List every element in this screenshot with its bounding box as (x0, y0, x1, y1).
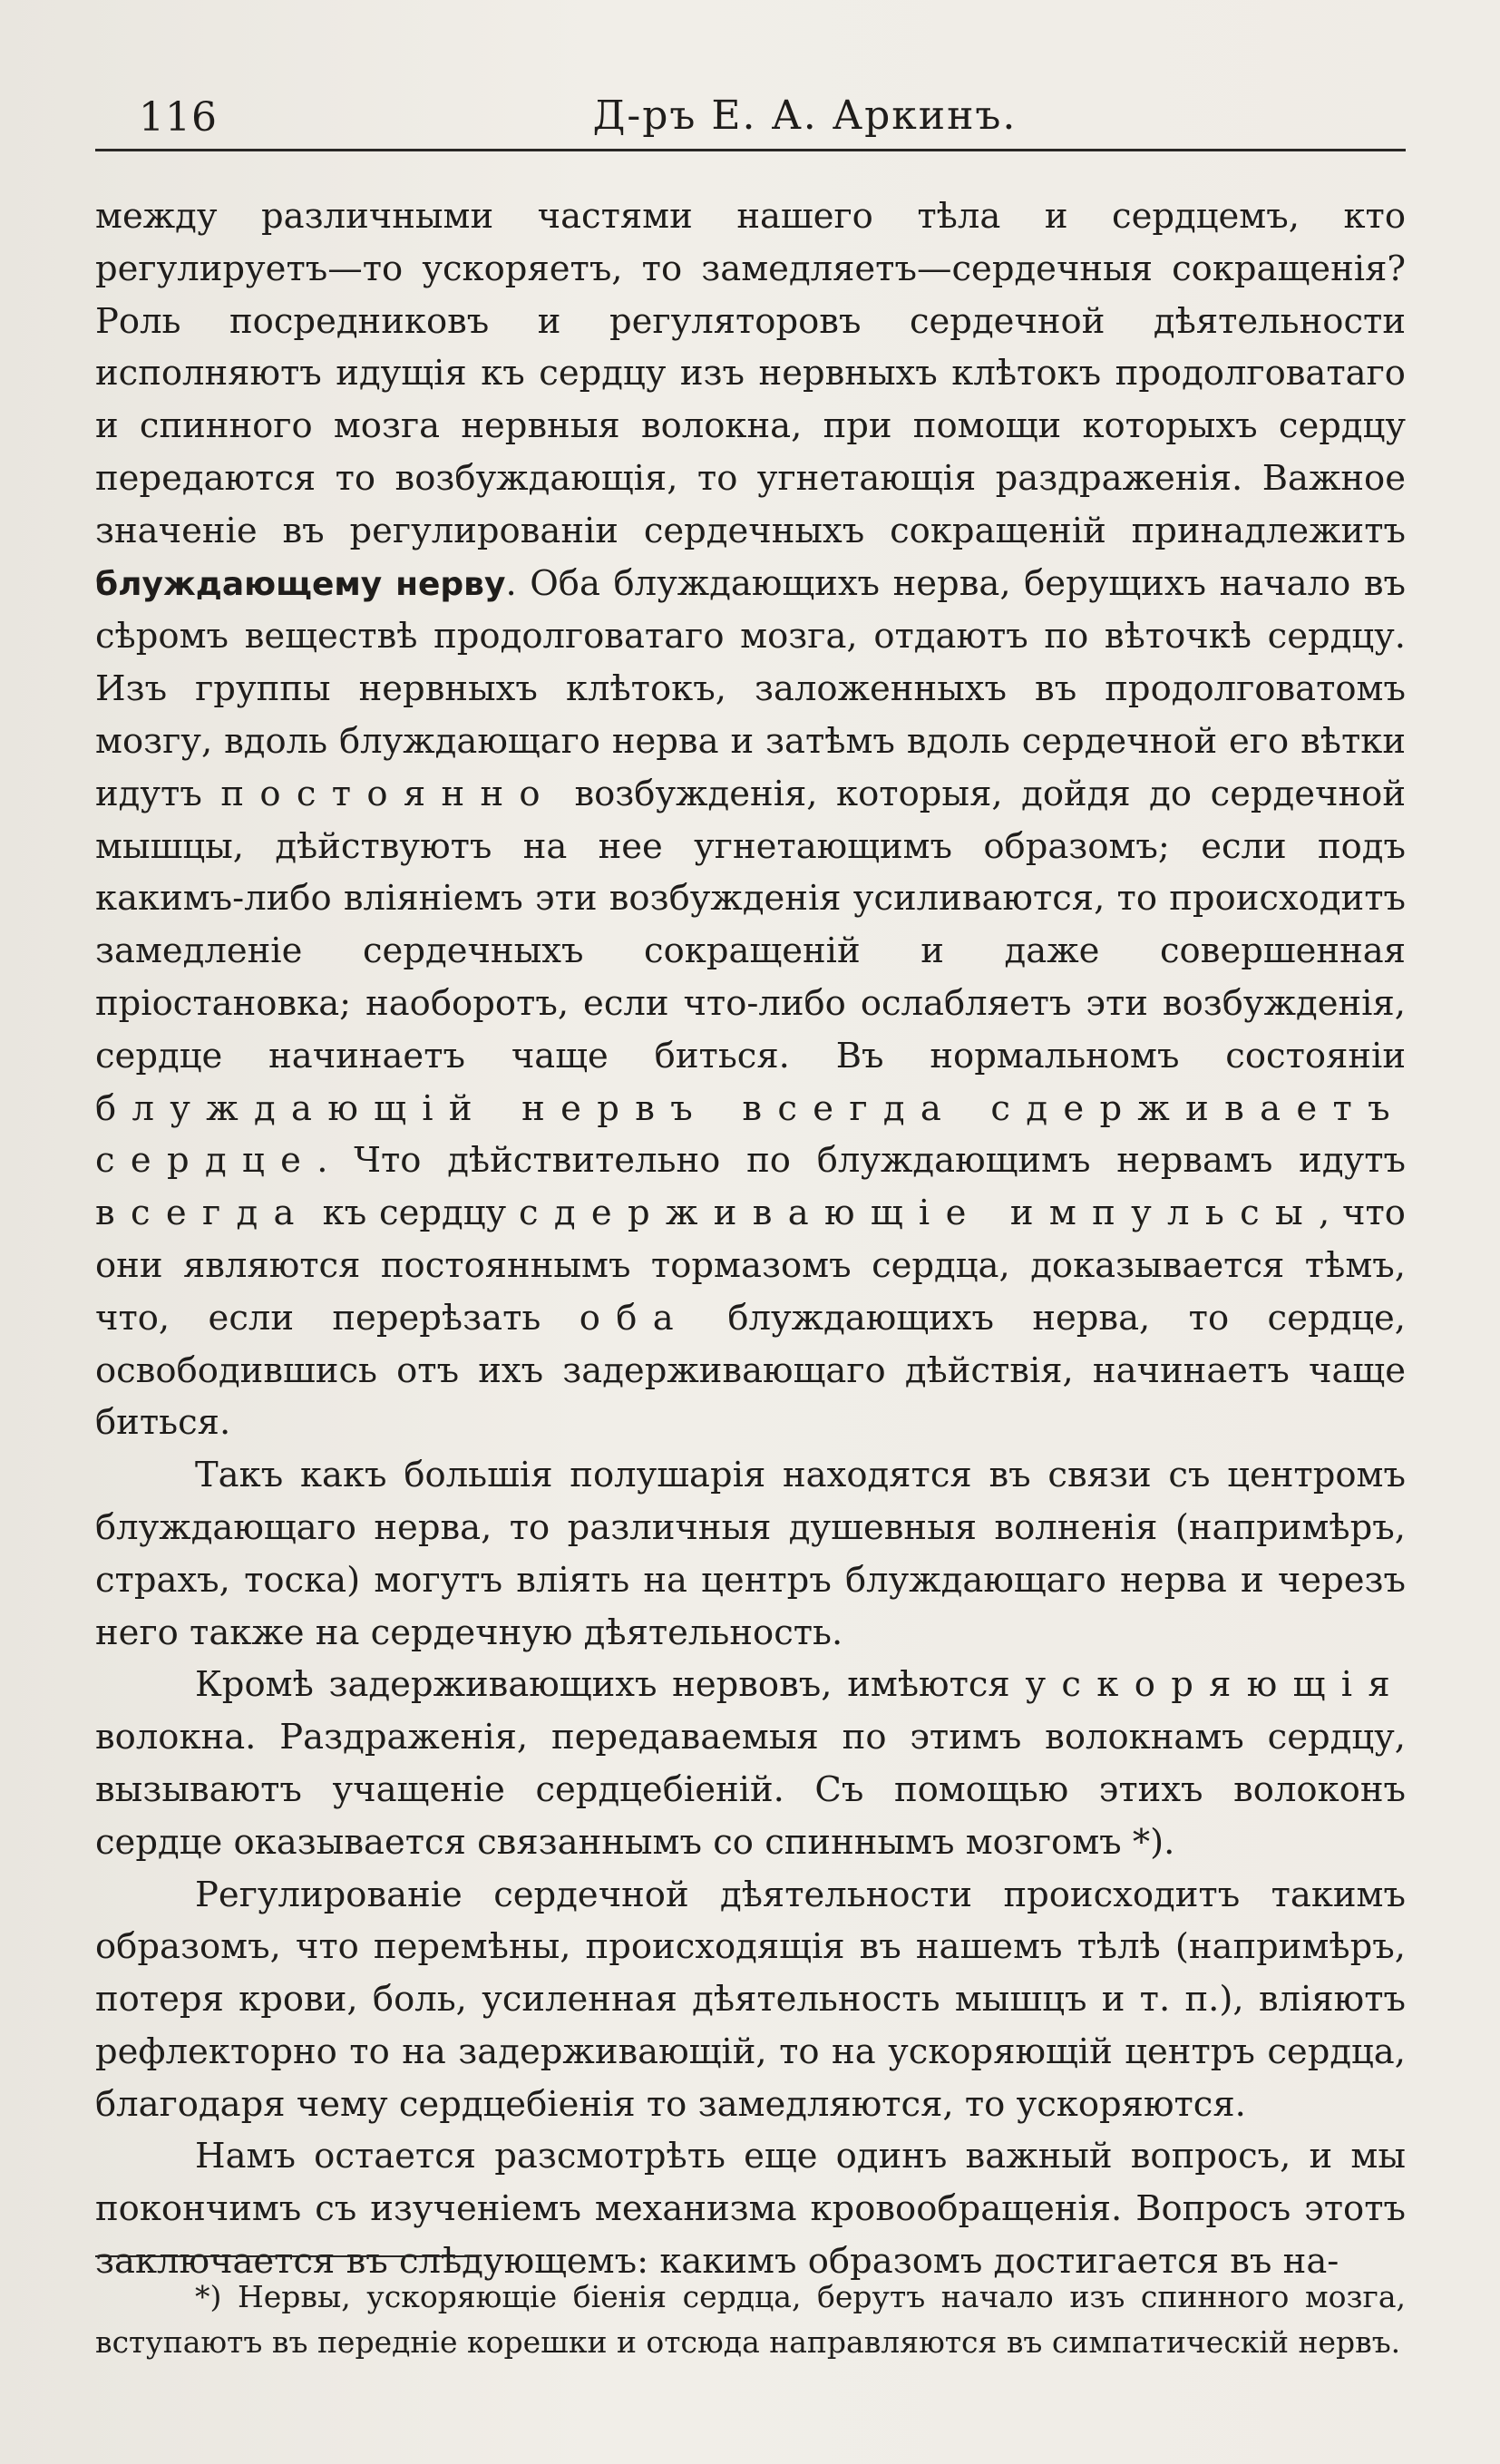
paragraph-1: между различными частями нашего тѣла и сердцемъ, кто регулируетъ—то ускоряетъ, то замедляетъ—сердечныя сокращенія? Роль посредниковъ и регуляторовъ сердечной дѣятельности исполняютъ идущія къ сердцу изъ нервныхъ клѣтокъ продолговатаго и спинного мозга нервныя волокна, при помощи которыхъ сердцу передаются то возбуждающія, то угнетающія раздраженія. Важное значеніе въ регулированіи сердечныхъ сокращеній принадлежитъ блуждающему нерву. Оба блуждающихъ нерва, берущихъ начало въ сѣромъ веществѣ продолговатаго мозга, отдаютъ по вѣточкѣ сердцу. Изъ группы нервныхъ клѣтокъ, заложенныхъ въ продолговатомъ мозгу, вдоль блуждающаго нерва и затѣмъ вдоль сердечной его вѣтки идутъ постоянно возбужденія, которыя, дойдя до сердечной мышцы, дѣйствуютъ на нее угнетающимъ образомъ; если подъ какимъ-либо вліяніемъ эти возбужденія усиливаются, то происходитъ замедленіе сердечныхъ сокращеній и даже совершенная пріостановка; наоборотъ, если что-либо ослабляетъ эти возбужденія, сердце начинаетъ чаще биться. Въ нормальномъ состояніи блуждающій нервъ всегда сдерживаетъ сердце. Что дѣйствительно по блуждающимъ нервамъ идутъ всегда къ сердцу сдерживающіе импульсы, что они являются постояннымъ тормазомъ сердца, доказывается тѣмъ, что, если перерѣзать оба блуждающихъ нерва, то сердце, освободившись отъ ихъ задерживающаго дѣйствія, начинаетъ чаще биться. (95, 196, 1407, 1444)
spaced-emphasis: блуждающій нервъ всегда сдерживаетъ сердце (95, 1087, 1406, 1182)
running-head: Д-ръ Е. А. Аркинъ. (592, 93, 1018, 139)
bold-term-vagus: блуждающему нерву (95, 565, 506, 603)
spaced-emphasis: сдерживающіе импульсы (518, 1193, 1319, 1234)
paragraph-5: Намъ остается разсмотрѣть еще одинъ важный вопросъ, и мы покончимъ съ изученіемъ механизма кровообращенія. Вопросъ этотъ заключается въ слѣдующемъ: какимъ образомъ достигается въ на- (95, 2136, 1406, 2283)
footnote-text: *) Нервы, ускоряющіе біенія сердца, берутъ начало изъ спинного мозга, вступаютъ въ передніе корешки и отсюда направляются въ симпатическій нервъ. (95, 2279, 1406, 2360)
spaced-emphasis: всегда (95, 1193, 310, 1234)
body-text (95, 190, 1406, 2288)
footnote (95, 2274, 1406, 2365)
footnote-rule (95, 2255, 476, 2257)
header-rule (95, 149, 1406, 151)
paragraph-2: Такъ какъ большія полушарія находятся въ связи съ центромъ блуждающаго нерва, то различныя душевныя волненія (напримѣръ, страхъ, тоска) могутъ вліять на центръ блуждающаго нерва и черезъ него также на сердечную дѣятельность. (95, 1455, 1406, 1653)
spaced-emphasis: оба (579, 1297, 690, 1339)
spaced-emphasis: ускоряющія (1025, 1664, 1406, 1706)
spaced-emphasis: постоянно (220, 773, 556, 814)
paragraph-3: Кромѣ задерживающихъ нервовъ, имѣются ускоряющія волокна. Раздраженія, передаваемыя по этимъ волокнамъ сердцу, вызываютъ учащеніе сердцебіеній. Съ помощью этихъ волоконъ сердце оказывается связаннымъ со спиннымъ мозгомъ *). (95, 1664, 1406, 1863)
page-header (95, 83, 1406, 156)
paragraph-4: Регулированіе сердечной дѣятельности происходитъ такимъ образомъ, что перемѣны, происходящія въ нашемъ тѣлѣ (напримѣръ, потеря крови, боль, усиленная дѣятельность мышцъ и т. п.), вліяютъ рефлекторно то на задерживающій, то на ускоряющій центръ сердца, благодаря чему сердцебіенія то замедляются, то ускоряются. (95, 1874, 1406, 2125)
page-number: 116 (139, 94, 218, 141)
